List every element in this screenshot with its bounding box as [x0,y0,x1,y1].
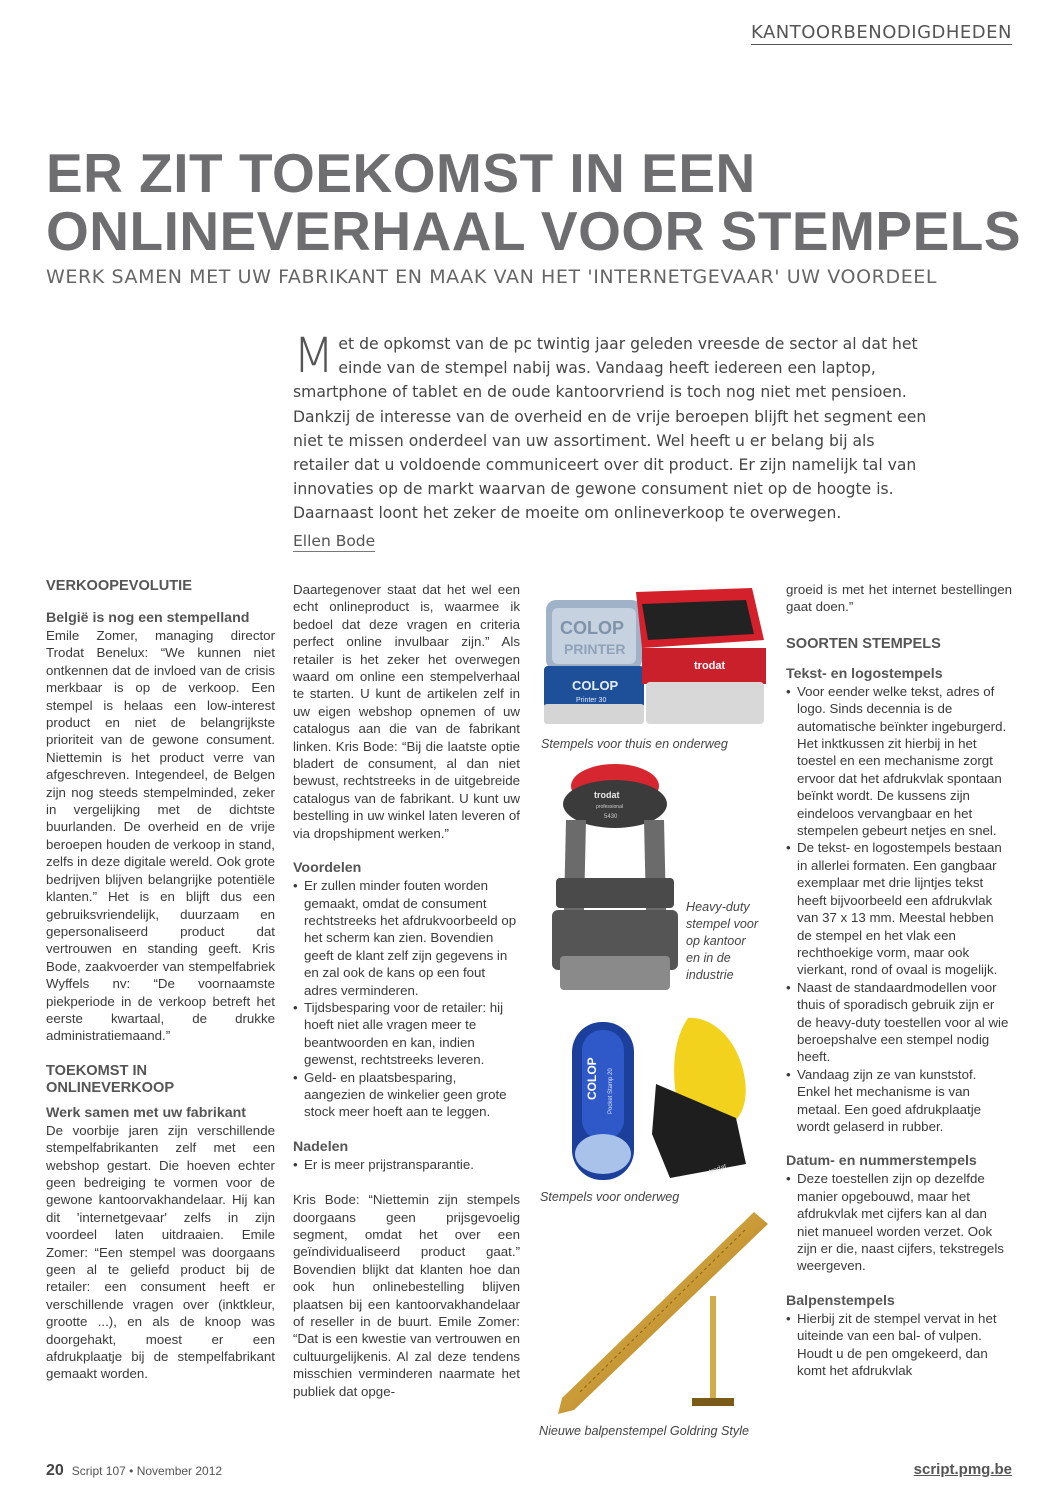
section-tag: KANTOORBENODIGDHEDEN [750,22,1012,43]
list-item: • Vandaag zijn ze van kunststof. Enkel het mechanisme is van metaal. Een goed afdrukplaatje wordt gelaserd in rubber. [786,1066,1012,1136]
pocket-label: Pocket Stamp 20 [608,1068,614,1114]
caption-pocket-stamps: Stempels voor onderweg [540,1190,680,1204]
subheading-tekst-logo: Tekst- en logostempels [786,665,943,682]
article-title [46,142,1022,262]
article-subtitle: WERK SAMEN MET UW FABRIKANT EN MAAK VAN HET 'INTERNETGEVAAR' UW VOORDEEL [46,266,938,288]
pen-body [558,1212,768,1414]
paragraph: Daartegenover staat dat het wel een echt onlineproduct is, waarmee ik bedoel dat deze vragen en criteria perfect online invulbaar zijn.” Als retailer is het zeker het overwegen waard om online een stempelverhaal te starten. U kunt de artikelen zelf in uw eigen webshop opnemen of uw catalogus aan die van de fabrikant linken. Kris Bode: “Bij die laatste optie bladert de consument, al dan niet bewust, rechtstreeks in de uitgebreide catalogus van de fabrikant. U kunt uw bestelling in uw winkel laten leveren of via dropshipment werken.” [293,582,520,841]
caption-line: en in de [686,951,731,965]
advantages-list [293,877,520,1121]
dropcap: M [293,328,335,384]
list-item: • Naast de standaardmodellen voor thuis of sporadisch gebruik zijn er de heavy-duty toestellen voor al wie beroepshalve een stempel nodig heeft. [786,979,1012,1066]
list-item: • Er zullen minder fouten worden gemaakt, omdat de consument rechtstreeks het afdrukvoorbeeld op het scherm kan zien. Bovendien geeft de klant zelf zijn gegevens in en zal ook de kans op een fout adres verminderen. [293,877,520,999]
list-item: • Deze toestellen zijn op dezelfde manier opgebouwd, maar het afdrukvlak met cijfers kan al dan niet manueel worden verzet. Ook zijn er die, naast cijfers, tekstregels weergeven. [786,1170,1012,1274]
author-byline: Ellen Bode [293,532,376,550]
caption-line: Heavy-duty [686,900,750,914]
photo-heavy-duty-stamp [550,760,680,1000]
colop-label: COLOP [572,678,619,693]
intro-paragraph [293,328,933,526]
list-item: • Geld- en plaatsbesparing, aangezien de winkelier geen grote stock meer hoeft aan te leggen. [293,1069,520,1121]
trodat-logo: trodat [594,790,620,800]
caption-line: industrie [686,968,734,982]
trodat-base [646,682,764,724]
heading-toekomst-line2: ONLINEVERKOOP [46,1079,175,1096]
caption-heavy-duty [686,899,766,984]
footer-url-link[interactable]: script.pmg.be [913,1461,1012,1478]
list-item: • Hierbij zit de stempel vervat in het uiteinde van een bal- of vulpen. Houdt u de pen omgekeerd, dan komt het afdrukvlak [786,1310,1012,1380]
stamp-head [692,1398,734,1406]
paragraph: De voorbije jaren zijn verschillende stempelfabrikanten zelf met een webshop gestart. Die hoeven echter geen bedreiging te vormen voor de gewone kantoorvakhandelaar. Hij kan dit 'internetgevaar' zelfs in zijn voordeel laten uitdraaien. Emile Zomer: “Een stempel was doorgaans geen al te geliefd product bij de retailer: een consument heeft er verschillende vragen over (inktkleur, grootte ...), en als de knoop was doorgehakt, moest er een afdrukplaatje bij de stempelfabrikant gemaakt worden. [46,1122,275,1382]
date-number-list [786,1170,1012,1274]
title-line-2: ONLINEVERHAAL VOOR STEMPELS [46,200,1022,262]
model-label: 5430 [604,814,618,820]
heading-soorten-stempels: SOORTEN STEMPELS [786,635,941,652]
caption-line: stempel voor [686,917,759,931]
list-item: • Voor eender welke tekst, adres of logo. Sinds decennia is de automatische beïnkter ingeburgerd. Het inktkussen zit hierbij in het toestel en een mechanisme zorgt ervoor dat het afdrukvlak spontaan beïnkt wordt. De kussens zijn eindeloos vervangbaar en het stempelen gebeurt netjes en snel. [786,683,1012,840]
disadvantages-list [293,1156,520,1173]
subheading-nadelen: Nadelen [293,1138,349,1155]
subheading-balpenstempels: Balpenstempels [786,1292,895,1309]
stamp-shaft [710,1296,716,1400]
paragraph: Emile Zomer, managing director Trodat Benelux: “We kunnen niet ontkennen dat de invloed van de crisis merkbaar is op de verkoop. Een stempel is helaas een low-interest product en niet de belangrijkste prioriteit van de gewone consument. Niettemin is het product verre van afgeschreven. Integendeel, de Belgen zijn nog steeds stempelminded, zeker in vergelijking met de dichtste buurlanden. De overheid en de vrije beroepen houden de verkoop in stand, zelfs in deze digitale wereld. Ook grote bedrijven blijven belangrijke potentiële klanten.” Het is en blijft dus een gebruiksvriendelijk, duurzaam en gepersonaliseerd product dat vertrouwen en standing geeft. Kris Bode, zaakvoerder van stempelfabriek Wyffels nv: “De voornaamste piekperiode in de verkoop betreft het eerste kwartaal, de drukke administratiemaand.” [46,628,275,1044]
column-4 [786,581,1012,1379]
colop-logo: COLOP [560,618,625,638]
issue-info: Script 107 • November 2012 [71,1464,223,1478]
caption-pen-stamp: Nieuwe balpenstempel Goldring Style [539,1424,750,1438]
column-2 [293,581,520,1400]
frame-middle [556,878,674,908]
trodat-window [642,600,754,640]
trodat-logo: trodat [708,1163,728,1176]
list-item: • Er is meer prijstransparantie. [293,1156,520,1173]
pocket-stamp-cap [575,1134,631,1174]
subheading-werk-samen: Werk samen met uw fabrikant [46,1104,247,1121]
caption-home-stamps: Stempels voor thuis en onderweg [541,737,728,751]
pen-stamp-list [786,1310,1012,1380]
printer-logo: PRINTER [564,641,626,657]
frame-foot [560,956,670,990]
subheading-voordelen: Voordelen [293,860,362,877]
trodat-logo: trodat [694,660,726,672]
heading-verkoopevolutie: VERKOOPEVOLUTIE [46,578,192,594]
photo-pen-stamp [540,1206,780,1418]
printer30-label: Printer 30 [576,697,607,704]
heading-toekomst-line1: TOEKOMST IN [46,1062,148,1079]
page-number: 20 [46,1462,64,1479]
professional-label: professional [596,804,623,810]
list-item: • De tekst- en logostempels bestaan in allerlei formaten. Een gangbaar exemplaar met drie lijntjes tekst heeft bijvoorbeeld een afdrukvlak van 37 x 13 mm. Meestal hebben de stempel en het vlak een rechthoekige vorm, maar ook vierkant, rond of ovaal is mogelijk. [786,839,1012,978]
text-logo-list [786,683,1012,1136]
subheading-belgie: België is nog een stempelland [46,610,250,626]
paragraph: Kris Bode: “Niettemin zijn stempels doorgaans geen prijsgevoelig segment, omdat het over een geïndividualiseerd product gaat.” Bovendien blijkt dat klanten hoe dan ook hun onlinebestelling blijven plaatsen bij een kantoorvakhandelaar of reseller in de buurt. Emile Zomer: “Dat is een kwestie van vertrouwen en cultuurgelijkenis. Al zal deze tendens misschien verminderen naarmate het publiek dat opge- [293,1192,520,1399]
list-item: • Tijdsbesparing voor de retailer: hij hoeft niet alle vragen meer te beantwoorden en kan, indien gewenst, rechtstreeks leveren. [293,999,520,1069]
colop-foot [544,704,644,724]
caption-line: op kantoor [686,934,746,948]
photo-desk-stamps [538,578,770,730]
subheading-datum-nummer: Datum- en nummerstempels [786,1153,977,1170]
footer-left [46,1462,222,1480]
title-line-1: ER ZIT TOEKOMST IN EEN [46,142,756,204]
paragraph: groeid is met het internet bestellingen gaat doen.” [786,582,1012,615]
intro-text: et de opkomst van de pc twintig jaar geleden vreesde de sector al dat het einde van de stempel nabij was. Vandaag heeft iedereen een laptop, smartphone of tablet en de oude kantoorvriend is toch nog niet met pensioen. Dankzij de interesse van de overheid en de vrije beroepen blijft het segment een niet te missen onderdeel van uw assortiment. Wel heeft u er belang bij als retailer dat u voldoende communiceert over dit product. Er zijn namelijk tal van innovaties op de markt waarvan de gewone consument niet op de hoogte is. Daarnaast loont het zeker de moeite om onlineverkoop te overwegen. [293,335,927,523]
colop-logo: COLOP [585,1057,599,1100]
column-1 [46,578,275,1383]
photo-pocket-stamps [560,1014,760,1184]
